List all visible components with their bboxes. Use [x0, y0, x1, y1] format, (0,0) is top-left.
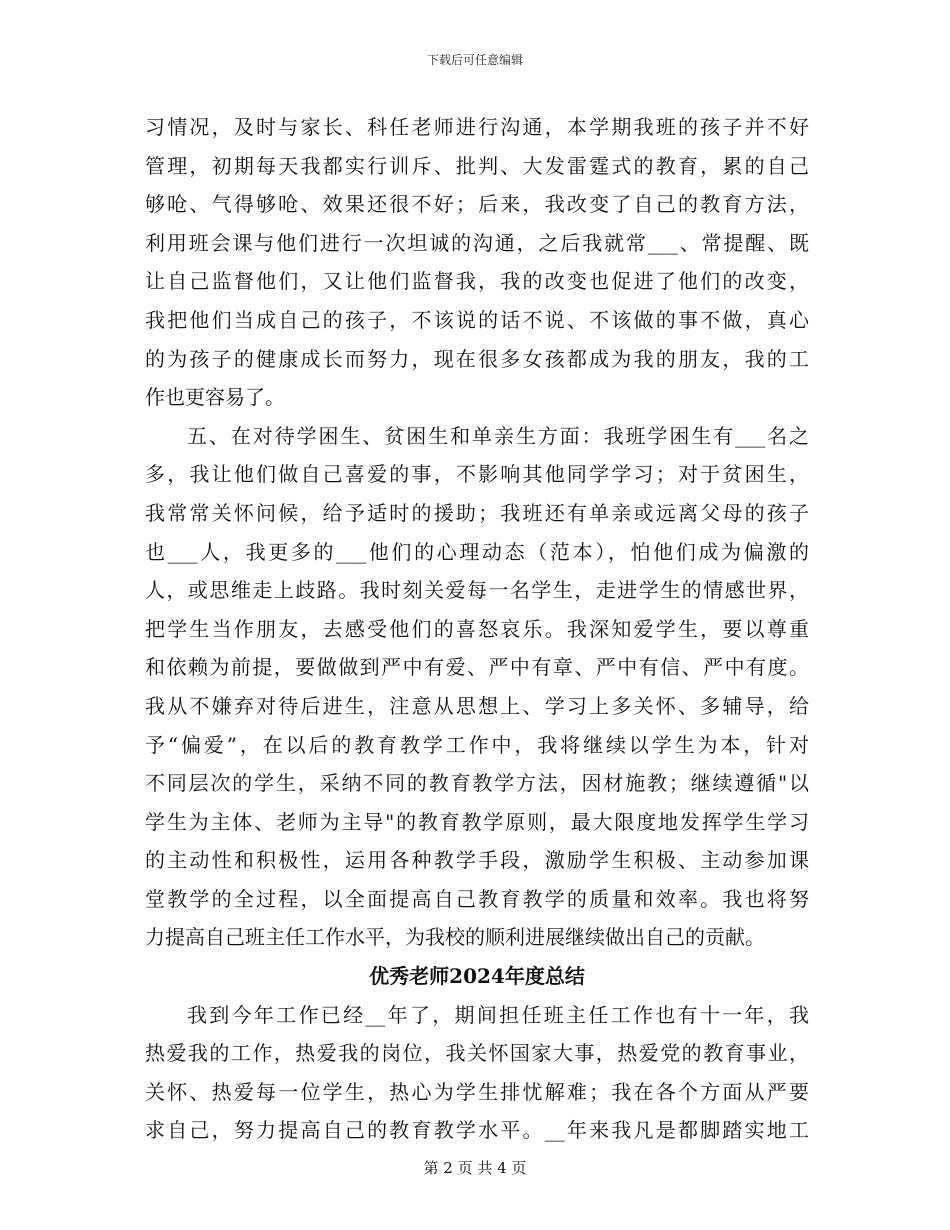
paragraph-2: [145, 417, 809, 957]
text-line: 堂教学的全过程，以全面提高自己教育教学的质量和效率。我也将努: [145, 886, 809, 911]
text-line: 利用班会课与他们进行一次坦诚的沟通，之后我就常___、常提醒、既: [145, 230, 809, 255]
text-line: 五、在对待学困生、贫困生和单亲生方面：我班学困生有___名之: [187, 423, 809, 448]
page-footer: 第 2 页 共 4 页: [423, 1159, 527, 1177]
text-line: 求自己，努力提高自己的教育教学水平。__年来我凡是都脚踏实地工: [145, 1118, 809, 1143]
paragraph-3: [145, 996, 809, 1150]
text-line: 人，或思维走上歧路。我时刻关爱每一名学生，走进学生的情感世界，: [145, 578, 809, 603]
text-line: 我到今年工作已经__年了，期间担任班主任工作也有十一年，我: [187, 1002, 809, 1027]
section-title: 优秀老师2024年度总结: [369, 964, 585, 989]
text-line: 学生为主体、老师为主导"的教育教学原则，最大限度地发挥学生学习: [145, 809, 809, 834]
text-line: 多，我让他们做自己喜爱的事，不影响其他同学学习；对于贫困生，: [145, 462, 809, 487]
text-line: 我从不嫌弃对待后进生，注意从思想上、学习上多关怀、多辅导，给: [145, 693, 809, 718]
text-line: 管理，初期每天我都实行训斥、批判、大发雷霆式的教育，累的自己: [145, 153, 809, 178]
text-line: 我常常关怀问候，给予适时的援助；我班还有单亲或远离父母的孩子: [145, 500, 809, 525]
text-line: 热爱我的工作，热爱我的岗位，我关怀国家大事，热爱党的教育事业，: [145, 1041, 809, 1066]
text-line: 把学生当作朋友，去感受他们的喜怒哀乐。我深知爱学生，要以尊重: [145, 616, 809, 641]
text-line: 予“偏爱”，在以后的教育教学工作中，我将继续以学生为本，针对: [145, 732, 809, 757]
text-line: 关怀、热爱每一位学生，热心为学生排忧解难；我在各个方面从严要: [145, 1079, 809, 1104]
text-line: 够呛、气得够呛、效果还很不好；后来，我改变了自己的教育方法，: [145, 192, 809, 217]
text-line: 也___人，我更多的___他们的心理动态（范本），怕他们成为偏激的: [145, 539, 809, 564]
text-line: 和依赖为前提，要做做到严中有爱、严中有章、严中有信、严中有度。: [145, 655, 809, 680]
page-header: 下载后可任意编辑: [426, 53, 523, 67]
text-line: 的主动性和积极性，运用各种教学手段，激励学生积极、主动参加课: [145, 848, 809, 873]
paragraph-1: [145, 108, 809, 417]
text-line: 习情况，及时与家长、科任老师进行沟通，本学期我班的孩子并不好: [145, 115, 809, 139]
document-body: [145, 108, 809, 1150]
text-line: 力提高自己班主任工作水平，为我校的顺利进展继续做出自己的贡献。: [145, 925, 765, 950]
text-line: 不同层次的学生，采纳不同的教育教学方法，因材施教；继续遵循"以: [145, 771, 809, 796]
text-line: 我把他们当成自己的孩子，不该说的话不说、不该做的事不做，真心: [145, 307, 809, 332]
text-line: 让自己监督他们，又让他们监督我，我的改变也促进了他们的改变，: [145, 269, 809, 294]
text-line: 作也更容易了。: [145, 385, 285, 410]
text-line: 的为孩子的健康成长而努力，现在很多女孩都成为我的朋友，我的工: [145, 346, 809, 371]
